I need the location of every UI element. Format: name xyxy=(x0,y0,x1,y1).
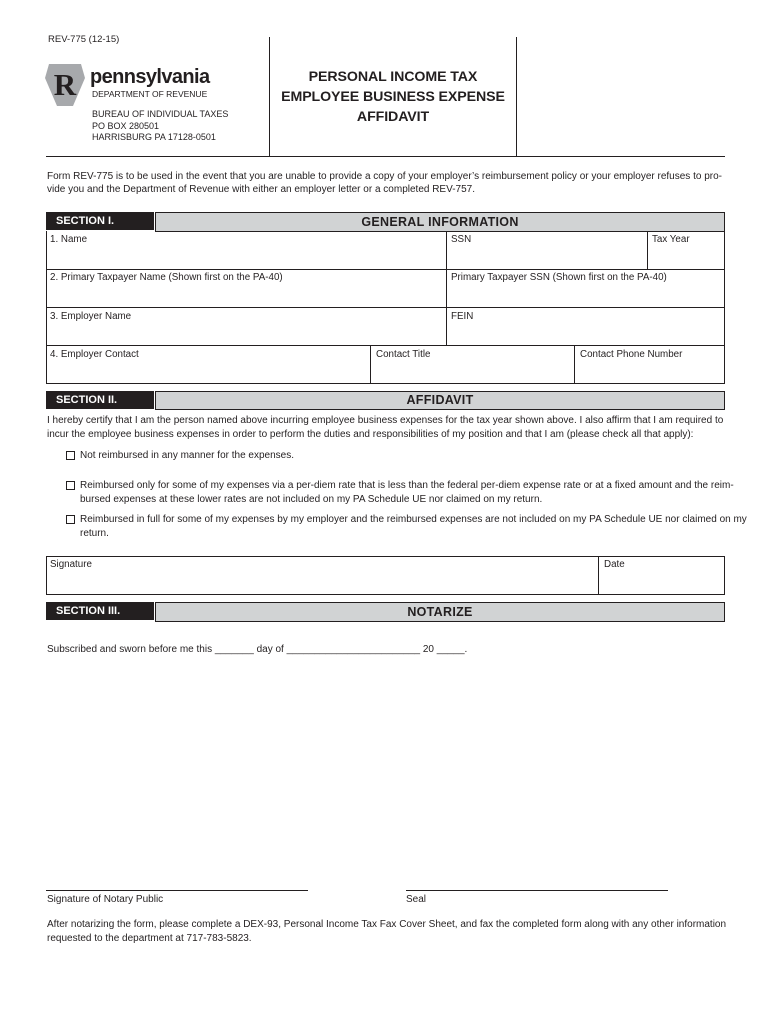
section-1-heading: GENERAL INFORMATION xyxy=(155,212,725,232)
employer-contact-label: 4. Employer Contact xyxy=(50,349,139,360)
notary-signature-label: Signature of Notary Public xyxy=(47,894,164,905)
keystone-logo xyxy=(45,64,85,104)
header-divider xyxy=(516,37,517,157)
signature-label: Signature xyxy=(50,559,92,570)
signature-row-top xyxy=(46,556,725,557)
primary-taxpayer-ssn-field[interactable] xyxy=(448,284,724,306)
name-label: 1. Name xyxy=(50,234,88,245)
brand-name: pennsylvania xyxy=(90,66,210,88)
fein-field[interactable] xyxy=(448,322,724,344)
primary-taxpayer-ssn-label: Primary Taxpayer SSN (Shown first on the PA-40) xyxy=(451,272,667,283)
notary-signature-line[interactable] xyxy=(46,890,308,891)
row-rule xyxy=(46,345,725,346)
option-not-reimbursed-checkbox[interactable] xyxy=(66,451,75,460)
contact-title-field[interactable] xyxy=(372,360,573,383)
certify-line: I hereby certify that I am the person named above incurring employee business expenses for the tax year shown above. I also affirm that I am required to xyxy=(47,415,724,426)
seal-line xyxy=(406,890,668,891)
contact-phone-label: Contact Phone Number xyxy=(580,349,683,360)
title-line: PERSONAL INCOME TAX xyxy=(308,69,478,85)
certify-text xyxy=(47,414,737,441)
primary-taxpayer-name-label: 2. Primary Taxpayer Name (Shown first on the PA-40) xyxy=(50,272,283,283)
option-partial-reimbursed-checkbox[interactable] xyxy=(66,481,75,490)
mailing-address xyxy=(92,109,228,144)
option-full-reimbursed-checkbox[interactable] xyxy=(66,515,75,524)
date-field[interactable] xyxy=(600,571,723,593)
signature-row-right xyxy=(724,556,725,595)
column-rule xyxy=(574,345,575,384)
column-rule xyxy=(370,345,371,384)
address-line: HARRISBURG PA 17128-0501 xyxy=(92,132,216,142)
row-rule xyxy=(46,307,725,308)
employer-name-label: 3. Employer Name xyxy=(50,311,132,322)
logo-letter: R xyxy=(53,67,77,102)
footer-line: After notarizing the form, please complete a DEX-93, Personal Income Tax Fax Cover Sheet, and fax the completed form along with any other information xyxy=(47,919,727,930)
employer-name-field[interactable] xyxy=(47,322,445,344)
signature-date-divider xyxy=(598,556,599,595)
address-line: PO BOX 280501 xyxy=(92,120,160,131)
option-line: Reimbursed only for some of my expenses via a per-diem rate that is less than the federal per-diem expense rate or at a fixed amount and the reim- xyxy=(80,480,734,491)
option-line: return. xyxy=(80,527,109,539)
primary-taxpayer-name-field[interactable] xyxy=(47,284,445,306)
option-line: bursed expenses at these lower rates are not included on my PA Schedule UE nor claimed on my return. xyxy=(80,493,543,505)
tax-year-field[interactable] xyxy=(649,246,724,268)
form-id: REV-775 (12-15) xyxy=(48,34,120,45)
certify-line: incur the employee business expenses in order to perform the duties and responsibilities of my position and that I am (please check all that apply): xyxy=(47,428,694,440)
option-line: Reimbursed in full for some of my expenses by my employer and the reimbursed expenses are not included on my PA Schedule UE nor claimed on my xyxy=(80,514,747,525)
form-title xyxy=(270,67,516,127)
option-not-reimbursed-label: Not reimbursed in any manner for the expenses. xyxy=(80,450,294,461)
tax-year-label: Tax Year xyxy=(652,234,690,245)
section-3-tag: SECTION III. xyxy=(46,602,154,620)
header-rule xyxy=(46,156,725,157)
row-rule xyxy=(46,269,725,270)
section-3-heading: NOTARIZE xyxy=(155,602,725,622)
signature-field[interactable] xyxy=(47,571,597,593)
contact-phone-field[interactable] xyxy=(576,360,724,383)
footer-line: requested to the department at 717-783-5823. xyxy=(47,932,252,944)
section-2-tag: SECTION II. xyxy=(46,391,154,409)
seal-label: Seal xyxy=(406,894,427,905)
title-line: AFFIDAVIT xyxy=(356,109,430,125)
ssn-field[interactable] xyxy=(448,246,646,268)
fein-label: FEIN xyxy=(451,311,474,322)
ssn-label: SSN xyxy=(451,234,472,245)
contact-title-label: Contact Title xyxy=(376,349,431,360)
title-line: EMPLOYEE BUSINESS EXPENSE xyxy=(281,89,505,105)
address-line: BUREAU OF INDIVIDUAL TAXES xyxy=(92,109,229,119)
employer-contact-field[interactable] xyxy=(47,360,369,383)
section-2-heading: AFFIDAVIT xyxy=(155,391,725,410)
column-rule xyxy=(446,231,447,346)
column-rule xyxy=(647,231,648,269)
department-name: DEPARTMENT OF REVENUE xyxy=(92,89,208,99)
sworn-statement: Subscribed and sworn before me this _______ day of ________________________ 20 _____. xyxy=(47,644,468,655)
signature-row-bottom xyxy=(46,594,725,595)
footer-instructions xyxy=(47,918,737,945)
date-label: Date xyxy=(604,559,625,570)
name-field[interactable] xyxy=(47,246,445,268)
intro-text: Form REV-775 is to be used in the event that you are unable to provide a copy of your employer’s reimbursement policy or your employer refuses to pro-vide you and the Department of Revenue with either an employer letter or a completed REV-757. xyxy=(47,171,722,195)
section-1-tag: SECTION I. xyxy=(46,212,154,230)
option-partial-reimbursed-label xyxy=(80,479,734,506)
option-full-reimbursed-label xyxy=(80,513,747,540)
